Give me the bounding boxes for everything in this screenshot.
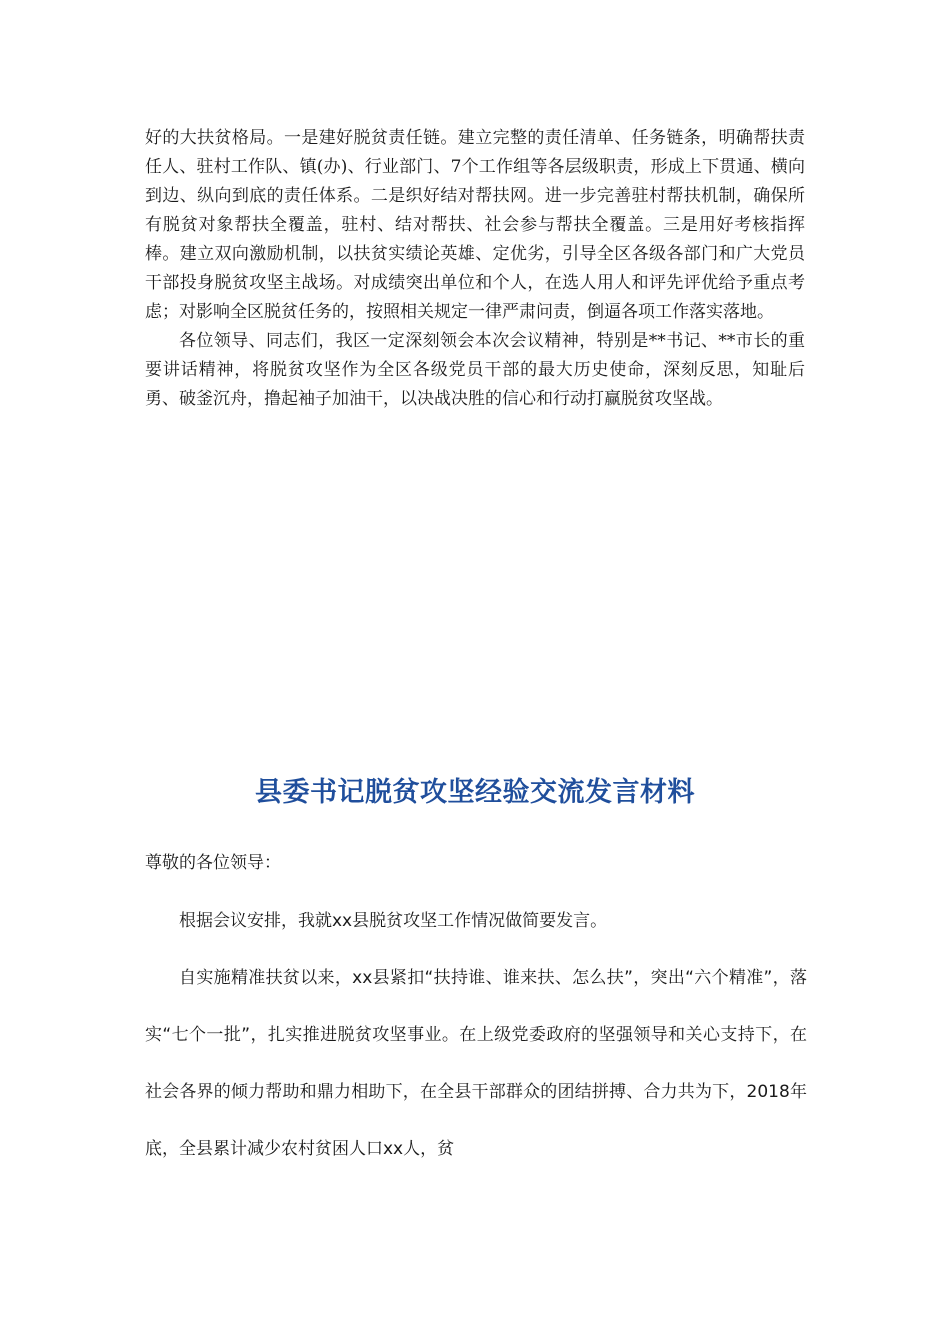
document-body bbox=[145, 848, 807, 1178]
previous-section-text bbox=[145, 124, 805, 414]
body-paragraph: 自实施精准扶贫以来，xx县紧扣“扶持谁、谁来扶、怎么扶”，突出“六个精准”，落实“七个一批”，扎实推进脱贫攻坚事业。在上级党委政府的坚强领导和关心支持下，在社会各界的倾力帮助和鼎力相助下，在全县干部群众的团结拼搏、合力共为下，2018年底，全县累计减少农村贫困人口xx人，贫 bbox=[145, 968, 807, 1159]
previous-paragraph-continued: 好的大扶贫格局。一是建好脱贫责任链。建立完整的责任清单、任务链条，明确帮扶责任人、驻村工作队、镇(办)、行业部门、7个工作组等各层级职责，形成上下贯通、横向到边、纵向到底的责任体系。二是织好结对帮扶网。进一步完善驻村帮扶机制，确保所有脱贫对象帮扶全覆盖，驻村、结对帮扶、社会参与帮扶全覆盖。三是用好考核指挥棒。建立双向激励机制，以扶贫实绩论英雄、定优劣，引导全区各级各部门和广大党员干部投身脱贫攻坚主战场。对成绩突出单位和个人，在选人用人和评先评优给予重点考虑；对影响全区脱贫任务的，按照相关规定一律严肃问责，倒逼各项工作落实落地。 bbox=[145, 128, 805, 322]
document-title: 县委书记脱贫攻坚经验交流发言材料 bbox=[255, 777, 695, 808]
body-paragraph: 根据会议安排，我就xx县脱贫攻坚工作情况做简要发言。 bbox=[179, 911, 608, 931]
salutation: 尊敬的各位领导： bbox=[145, 853, 281, 873]
previous-closing-paragraph: 各位领导、同志们，我区一定深刻领会本次会议精神，特别是**书记、**市长的重要讲话精神，将脱贫攻坚作为全区各级党员干部的最大历史使命，深刻反思，知耻后勇、破釜沉舟，撸起袖子加油干，以决战决胜的信心和行动打赢脱贫攻坚战。 bbox=[145, 331, 805, 409]
